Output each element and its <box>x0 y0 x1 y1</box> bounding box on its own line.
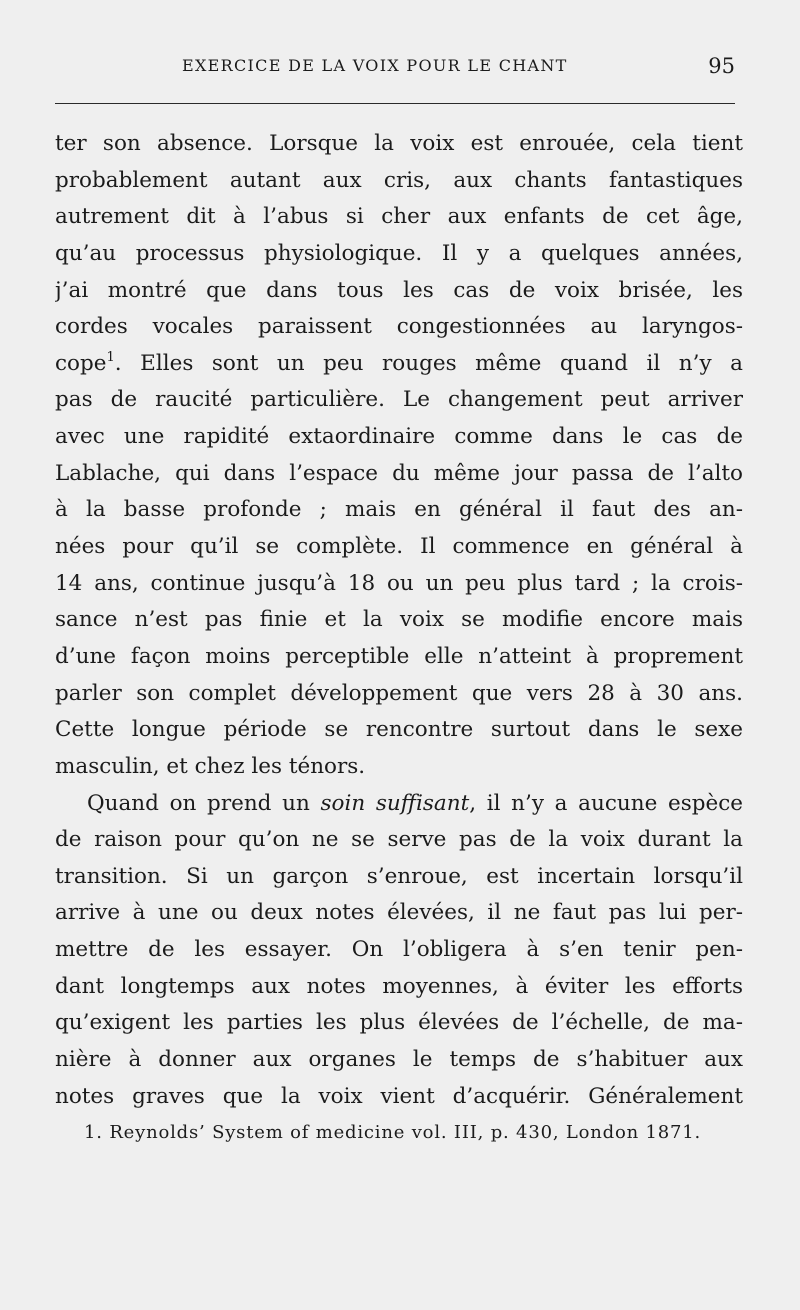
text-line: parler son complet développement que vers 28 à 30 ans. <box>55 680 743 706</box>
footnote-marker: 1. <box>84 1122 103 1143</box>
text-line: j’ai montré que dans tous les cas de voix brisée, les <box>55 277 743 303</box>
text-line: à la basse profonde ; mais en général il faut des an- <box>55 497 743 523</box>
page-number: 95 <box>708 54 735 78</box>
text-segment: cope <box>55 350 107 376</box>
text-line: 14 ans, continue jusqu’à 18 ou un peu plus tard ; la crois- <box>55 570 743 596</box>
emphasis: soin suffisant <box>320 790 470 816</box>
text-line: cordes vocales paraissent congestionnées au laryngos- <box>55 314 743 340</box>
text-line: mettre de les essayer. On l’obligera à s’en tenir pen- <box>55 937 743 963</box>
text-line: nière à donner aux organes le temps de s’habituer aux <box>55 1047 743 1073</box>
footnote <box>84 1118 748 1148</box>
text-line: probablement autant aux cris, aux chants fantastiques <box>55 167 743 193</box>
text-line: pas de raucité particulière. Le changement peut arriver <box>55 387 743 413</box>
header-rule <box>55 103 735 104</box>
text-line: d’une façon moins perceptible elle n’atteint à proprement <box>55 643 743 669</box>
text-line: dant longtemps aux notes moyennes, à éviter les efforts <box>55 973 743 999</box>
text-line: autrement dit à l’abus si cher aux enfants de cet âge, <box>55 204 743 230</box>
text-line: qu’exigent les parties les plus élevées de l’échelle, de ma- <box>55 1010 743 1036</box>
text-line: notes graves que la voix vient d’acquérir. Généralement <box>55 1083 743 1109</box>
running-title: EXERCICE DE LA VOIX POUR LE CHANT <box>182 56 568 75</box>
text-segment: , il n’y a aucune espèce <box>469 790 743 816</box>
text-line: transition. Si un garçon s’enroue, est incertain lorsqu’il <box>55 863 743 889</box>
body-text <box>55 126 743 1115</box>
text-line: nées pour qu’il se complète. Il commence en général à <box>55 534 743 560</box>
text-line: Cette longue période se rencontre surtout dans le sexe <box>55 717 743 743</box>
text-segment: Quand on prend un <box>87 790 310 816</box>
text-line <box>55 346 743 383</box>
text-segment: . Elles sont un peu rouges même quand il n’y a <box>114 350 743 376</box>
text-line: Lablache, qui dans l’espace du même jour passa de l’alto <box>55 460 743 486</box>
page-header <box>55 56 735 86</box>
footnote-reference: 1 <box>106 349 115 365</box>
text-line: de raison pour qu’on ne se serve pas de la voix durant la <box>55 827 743 853</box>
text-line <box>55 786 743 823</box>
text-line: sance n’est pas finie et la voix se modifie encore mais <box>55 607 743 633</box>
text-line: ter son absence. Lorsque la voix est enrouée, cela tient <box>55 131 743 156</box>
text-line: qu’au processus physiologique. Il y a quelques années, <box>55 240 743 266</box>
footnote-text: Reynolds’ System of medicine vol. III, p. 430, London 1871. <box>109 1122 702 1143</box>
text-line: avec une rapidité extaordinaire comme dans le cas de <box>55 424 743 450</box>
text-line: arrive à une ou deux notes élevées, il ne faut pas lui per- <box>55 900 743 926</box>
text-line: masculin, et chez les ténors. <box>55 753 366 779</box>
